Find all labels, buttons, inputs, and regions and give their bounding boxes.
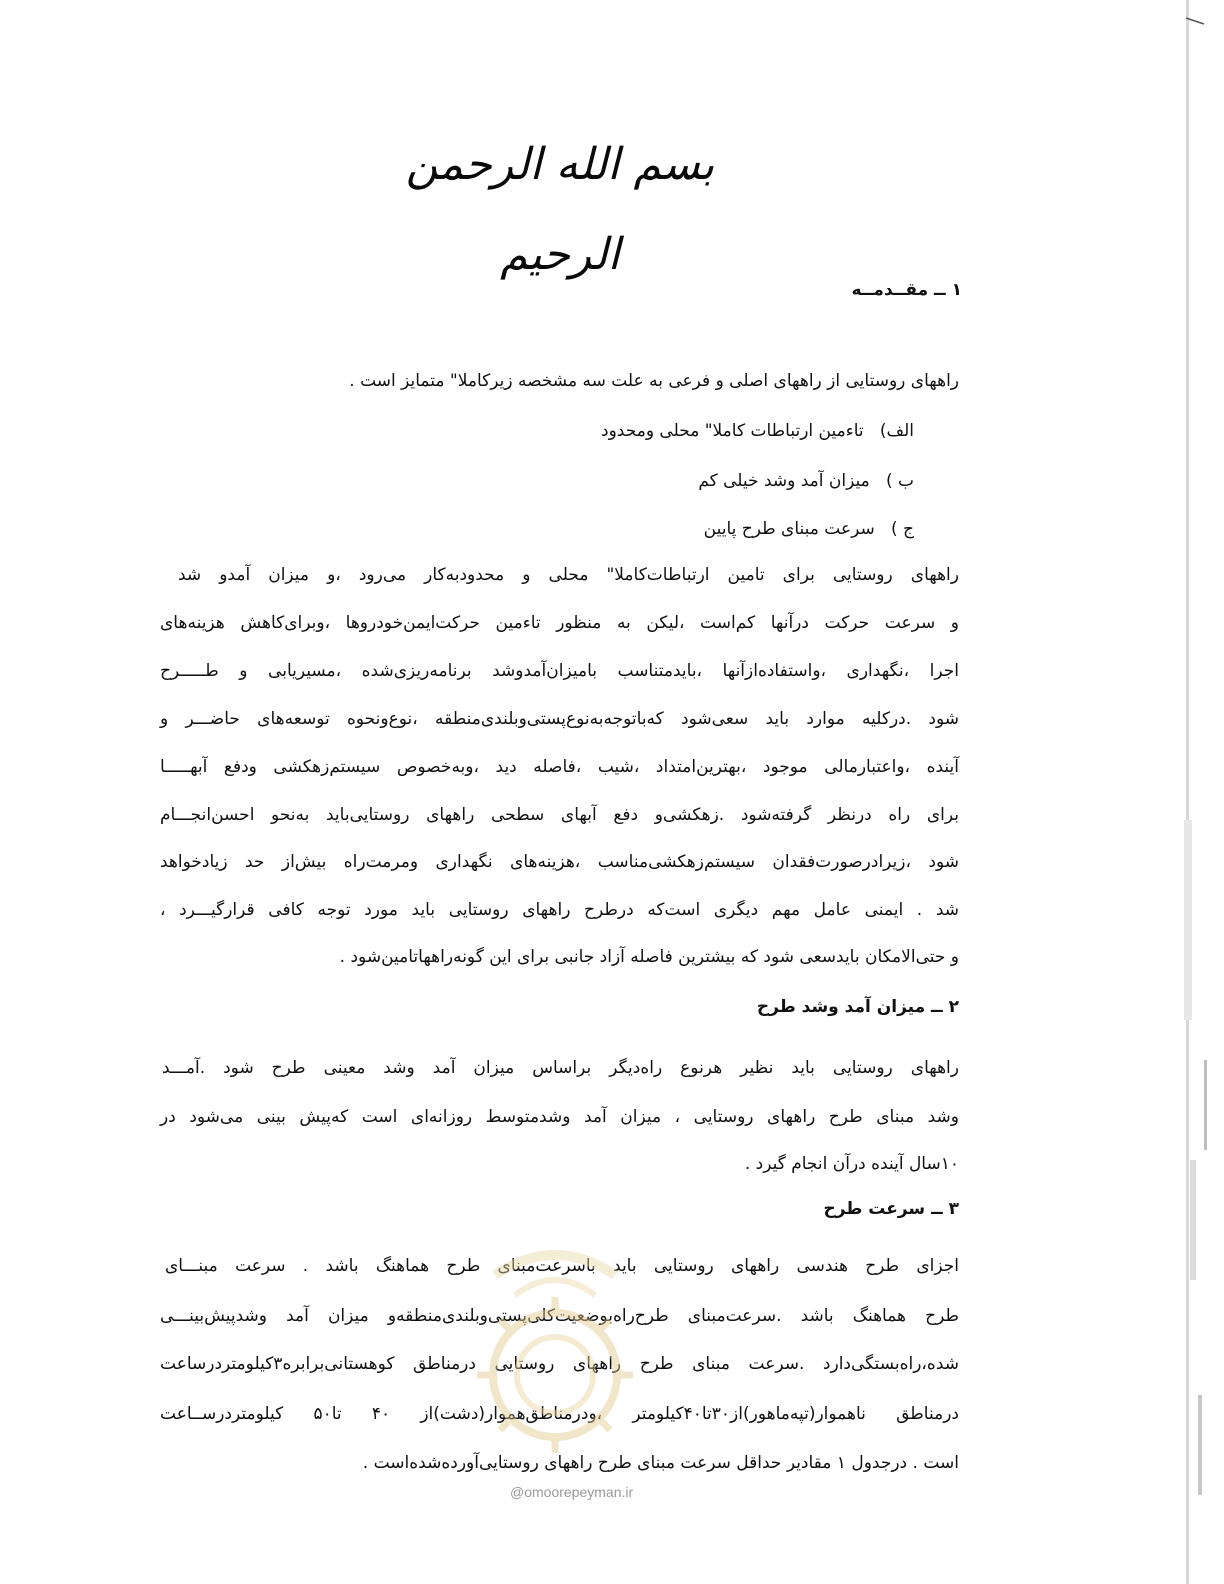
paragraph-line: اجزای طرح هندسی راههای روستایی باید باسرعت‌مبنای طرح هماهنگ باشد . سرعت مبنـــای [165, 1256, 959, 1276]
paragraph-line: شد . ایمنی عامل مهم دیگری است‌که درطرح راههای روستایی باید مورد توجه کافی قرارگیـــرد ، [160, 900, 959, 920]
list-item-be [698, 470, 914, 492]
section-heading-intro: ۱ ــ مقــدمــه [851, 280, 962, 300]
section-heading-speed: ۳ ــ سرعت طرح [823, 1199, 959, 1219]
paragraph-line: راههای روستایی برای تامین ارتباطات‌کاملا" محلی و محدودبه‌کار می‌رود ،و میزان آمدو شد [178, 565, 959, 585]
scan-edge-artifact [1164, 0, 1224, 1584]
paragraph-line: برای راه درنظر گرفته‌شود .زهکشی‌و دفع آبهای سطحی راههای روستایی‌باید به‌نحو احسن‌انجـــام [160, 805, 959, 825]
paragraph-line: شود .درکلیه موارد باید سعی‌شود که‌باتوجه‌به‌نوع‌پستی‌وبلندی‌منطقه ،نوع‌ونحوه توسعه‌های حاضـــر و [160, 709, 959, 729]
list-item-jim [704, 518, 914, 540]
paragraph-line: آینده ،واعتبارمالی موجود ،بهترین‌امتداد ،شیب ،فاصله دید ،وبه‌خصوص سیستم‌زهکشی ودفع آبهـــــا [160, 757, 959, 777]
paragraph-line: ۱۰سال آینده درآن انجام گیرد . [744, 1154, 959, 1174]
paragraph-line: و حتی‌الامکان بایدسعی شود که بیشترین فاصله آزاد جانبی برای این گونه‌راههاتامین‌شود . [339, 947, 959, 967]
paragraph-line: درمناطق ناهموار(تپه‌ماهور)از۳۰تا۴۰کیلومتر ،ودرمناطق‌هموار(دشت)از ۴۰ تا۵۰ کیلومتردرســاعت [160, 1404, 959, 1424]
paragraph-line: طرح هماهنگ باشد .سرعت‌مبنای طرح‌راه‌بوضعیت‌کلی‌پستی‌وبلندی‌منطقه‌و میزان آمد وشدپیش‌بینـــی [160, 1306, 959, 1326]
watermark-site-text: @omoorepeyman.ir [510, 1484, 634, 1500]
list-text: تاءمین ارتباطات کاملا" محلی ومحدود [601, 421, 864, 441]
bismillah-calligraphy: بسم الله الرحمن الرحیم [405, 139, 715, 280]
paragraph-line: و سرعت حرکت درآنها کم‌است ،لیکن به منظور تاءمین حرکت‌ایمن‌خودروها ،وبرای‌کاهش هزینه‌های [160, 613, 959, 633]
intro-line: راههای روستایی از راههای اصلی و فرعی به علت سه مشخصه زیرکاملا" متمایز است . [349, 371, 959, 391]
paragraph-line: است . درجدول ۱ مقادیر حداقل سرعت مبنای طرح راههای روستایی‌آورده‌شده‌است . [362, 1453, 959, 1473]
list-marker: الف) [879, 421, 914, 441]
paragraph-line: راههای روستایی باید نظیر هرنوع راه‌دیگر براساس میزان آمد وشد معینی طرح شود .آمـــد [162, 1058, 959, 1078]
paragraph-line: اجرا ،نگهداری ،واستفاده‌ازآنها ،بایدمتناسب بامیزان‌آمدوشد برنامه‌ریزی‌شده ،مسیریابی و طـــــرح [160, 661, 959, 681]
list-marker: ب ) [885, 471, 914, 491]
list-marker: ج ) [890, 519, 914, 539]
list-text: میزان آمد وشد خیلی کم [698, 471, 870, 491]
paragraph-line: وشد مبنای طرح راههای روستایی ، میزان آمد وشدمتوسط روزانه‌ای است که‌پیش بینی می‌شود در [160, 1107, 959, 1127]
watermark-logo-icon [455, 1235, 655, 1475]
list-item-alef [601, 420, 914, 442]
paragraph-line: شود ،زیرادرصورت‌فقدان سیستم‌زهکشی‌مناسب ،هزینه‌های نگهداری ومرمت‌راه بیش‌از حد زیادخواهد [160, 852, 959, 872]
section-heading-traffic: ۲ ــ میزان آمد وشد طرح [756, 997, 959, 1017]
paragraph-line: شده‌،راه‌بستگی‌دارد .سرعت مبنای طرح راههای روستایی درمناطق کوهستانی‌برابره۳کیلومتردرساعت [160, 1354, 959, 1374]
list-text: سرعت مبنای طرح پایین [703, 519, 875, 539]
